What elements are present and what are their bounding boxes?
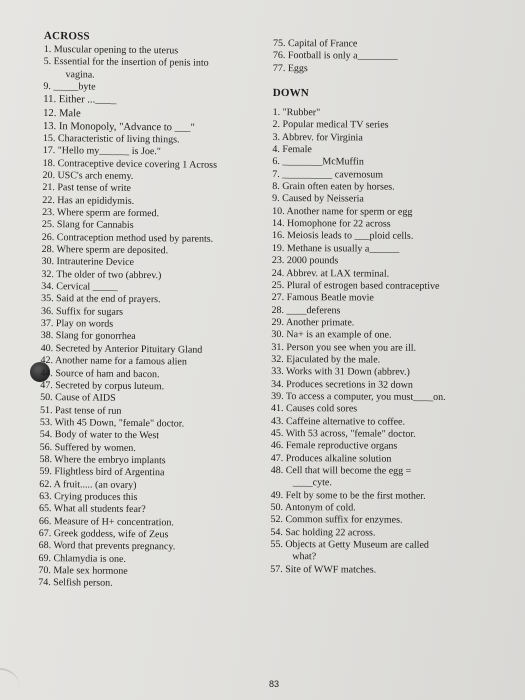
clue-text: 11. Either ...____ <box>43 94 117 107</box>
clue-text: 69. Chlamydia is one. <box>38 552 127 565</box>
clue-text: 62. A fruit..... (an ovary) <box>39 478 137 491</box>
clue-item <box>271 453 501 467</box>
clue-text: 43. Caffeine alternative to coffee. <box>270 415 406 428</box>
clue-text: 63. Crying produces this <box>39 490 138 503</box>
clue-text: 30. Intrauterine Device <box>41 256 135 269</box>
clue-item <box>272 206 502 220</box>
clue-item <box>272 243 502 257</box>
clue-text: 54. Sac holding 22 across. <box>270 526 376 539</box>
clue-text: 55. Objects at Getty Museum are called <box>270 539 429 551</box>
clue-text: 41. Causes cold sores <box>271 403 358 415</box>
clue-text: 75. Capital of France <box>272 38 358 50</box>
clue-item <box>270 564 500 578</box>
clue-item <box>273 50 503 64</box>
clue-text: 1. "Rubber" <box>272 107 321 119</box>
clue-text: 52. Common suffix for enzymes. <box>270 514 403 527</box>
clue-item <box>272 292 502 306</box>
clue-text: 42. Another name for a famous alien <box>40 355 187 368</box>
clue-text: 58. Where the embryo implants <box>39 453 166 467</box>
clue-text: 65. What all students fear? <box>38 503 146 516</box>
across-heading: ACROSS <box>43 30 90 43</box>
clue-text: 53. With 45 Down, "female" doctor. <box>39 416 185 430</box>
clue-item <box>272 218 502 232</box>
clue-text: 32. Ejaculated by the male. <box>271 353 381 366</box>
clue-continuation: ____cyte. <box>292 477 332 489</box>
clue-text: 5. Essential for the insertion of penis into <box>43 56 209 70</box>
clue-item <box>270 539 500 565</box>
across-clue-list <box>38 44 259 592</box>
right-column <box>270 38 503 577</box>
clue-text: 34. Produces secretions in 32 down <box>271 378 413 391</box>
clue-text: 45. With 53 across, "female" doctor. <box>270 427 416 440</box>
clue-text: 28. Where sperm are deposited. <box>41 244 169 257</box>
clue-item <box>38 577 253 592</box>
across-clue-list-continued <box>273 38 503 76</box>
clue-text: 12. Male <box>43 107 81 119</box>
clue-text: 6. ________McMuffin <box>272 156 364 168</box>
clue-text: 54. Body of water to the West <box>39 429 160 442</box>
clue-item <box>271 502 501 516</box>
clue-text: 21. Past tense of write <box>42 182 131 195</box>
clue-text: 47. Secreted by corpus luteum. <box>40 379 165 393</box>
clue-text: 40. Secreted by Anterior Pituitary Gland <box>40 342 203 356</box>
clue-text: 20. USC's arch enemy. <box>42 170 134 182</box>
clue-text: 66. Measure of H+ concentration. <box>38 515 174 529</box>
clue-text: 50. Antonym of cold. <box>270 502 356 514</box>
clue-text: 31. Person you see when you are ill. <box>271 341 417 354</box>
clue-text: 44. Source of ham and bacon. <box>40 367 160 380</box>
clue-text: 32. The older of two (abbrev.) <box>41 268 162 282</box>
clue-text: 30. Na+ is an example of one. <box>271 329 392 341</box>
clue-item <box>272 181 502 195</box>
clue-text: 27. Famous Beatle movie <box>271 292 374 304</box>
clue-text: 50. Cause of AIDS <box>40 392 116 404</box>
clue-text: 34. Cervical _____ <box>41 281 118 293</box>
clue-text: 77. Eggs <box>272 62 308 74</box>
page-number: 83 <box>269 679 280 689</box>
clue-text: 76. Football is only a________ <box>272 50 398 62</box>
clue-item <box>271 379 501 393</box>
clue-item <box>271 366 501 380</box>
clue-text: 67. Greek goddess, wife of Zeus <box>38 527 169 541</box>
clue-item <box>272 132 502 146</box>
clue-item <box>272 169 502 183</box>
clue-item <box>272 156 502 170</box>
clue-item <box>271 391 501 405</box>
clue-item <box>272 230 502 244</box>
clue-text: 3. Abbrev. for Virginia <box>272 131 363 144</box>
clue-text: 4. Female <box>272 144 312 156</box>
down-clue-list <box>270 107 502 577</box>
clue-text: 7. __________ cavernosum <box>272 168 384 181</box>
clue-item <box>273 63 503 77</box>
clue-text: 23. Where sperm are formed. <box>42 207 160 220</box>
clue-text: 36. Suffix for sugars <box>40 305 124 318</box>
clue-item <box>272 144 502 158</box>
clue-text: 46. Female reproductive organs <box>270 440 398 452</box>
clue-text: 24. Abbrev. at LAX terminal. <box>271 267 390 280</box>
clue-text: 39. To access a computer, you must____on. <box>271 390 446 403</box>
clue-continuation: vagina. <box>65 68 95 81</box>
clue-item <box>271 342 501 356</box>
clue-text: 25. Plural of estrogen based contraceptive <box>271 279 440 292</box>
clue-text: 26. Contraception method used by parents. <box>41 231 214 245</box>
clue-text: 16. Meiosis leads to ___ploid cells. <box>271 230 414 243</box>
clue-text: 74. Selfish person. <box>38 577 113 590</box>
clue-item <box>271 490 501 504</box>
clue-text: 59. Flightless bird of Argentina <box>39 466 165 479</box>
clue-text: 57. Site of WWF matches. <box>270 563 377 576</box>
clue-text: 37. Play on words <box>40 318 114 330</box>
clue-item <box>271 416 501 430</box>
clue-item <box>273 38 503 52</box>
clue-text: 47. Produces alkaline solution <box>270 452 392 465</box>
clue-text: 33. Works with 31 Down (abbrev.) <box>271 366 410 378</box>
clue-item <box>271 329 501 343</box>
down-heading: DOWN <box>272 87 309 100</box>
clue-text: 48. Cell that will become the egg = <box>270 464 412 477</box>
clue-text: 9. Caused by Neisseria <box>272 193 364 205</box>
clue-item <box>272 193 502 207</box>
clue-item <box>273 119 503 133</box>
page-curl <box>0 668 20 700</box>
clue-text: 19. Methane is usually a______ <box>271 242 400 255</box>
clue-item <box>271 354 501 368</box>
clue-item <box>271 317 501 331</box>
clue-text: 29. Another primate. <box>271 316 355 329</box>
clue-continuation: what? <box>292 551 317 563</box>
clue-text: 15. Characteristic of living things. <box>42 132 180 146</box>
clue-text: 51. Past tense of run <box>39 404 122 417</box>
across-column <box>38 30 259 592</box>
clue-item <box>272 267 502 281</box>
clue-item <box>271 403 501 417</box>
clue-text: 38. Slang for gonorrhea <box>40 330 136 343</box>
clue-item <box>272 305 502 319</box>
clue-item <box>271 440 501 454</box>
clue-text: 18. Contraceptive device covering 1 Across <box>42 157 218 171</box>
clue-text: 14. Homophone for 22 across <box>271 218 391 230</box>
clue-item <box>271 465 501 491</box>
clue-item <box>273 107 503 121</box>
clue-item <box>272 255 502 269</box>
clue-text: 2. Popular medical TV series <box>272 119 389 131</box>
clue-text: 10. Another name for sperm or egg <box>272 205 413 218</box>
clue-text: 25. Slang for Cannabis <box>41 219 134 232</box>
clue-text: 49. Felt by some to be the first mother. <box>270 489 426 502</box>
clue-text: 22. Has an epididymis. <box>42 194 135 207</box>
clue-item <box>271 428 501 442</box>
clue-text: 9. _____byte <box>43 81 96 93</box>
clue-text: 28. ____deferens <box>271 304 341 316</box>
clue-text: 1. Muscular opening to the uterus <box>43 43 179 57</box>
clue-item <box>43 56 258 83</box>
clue-text: 13. In Monopoly, "Advance to ___" <box>42 120 195 134</box>
clue-text: 68. Word that prevents pregnancy. <box>38 540 176 553</box>
clue-item <box>270 514 500 528</box>
clue-item <box>270 527 500 541</box>
clue-text: 56. Suffered by women. <box>39 441 136 454</box>
clue-item <box>272 280 502 294</box>
clue-text: 35. Said at the end of prayers. <box>41 293 161 306</box>
clue-text: 23. 2000 pounds <box>271 255 339 267</box>
clue-text: 8. Grain often eaten by horses. <box>272 181 395 193</box>
clue-text: 17. "Hello my______ is Joe." <box>42 145 161 158</box>
clue-text: 70. Male sex hormone <box>38 564 128 577</box>
